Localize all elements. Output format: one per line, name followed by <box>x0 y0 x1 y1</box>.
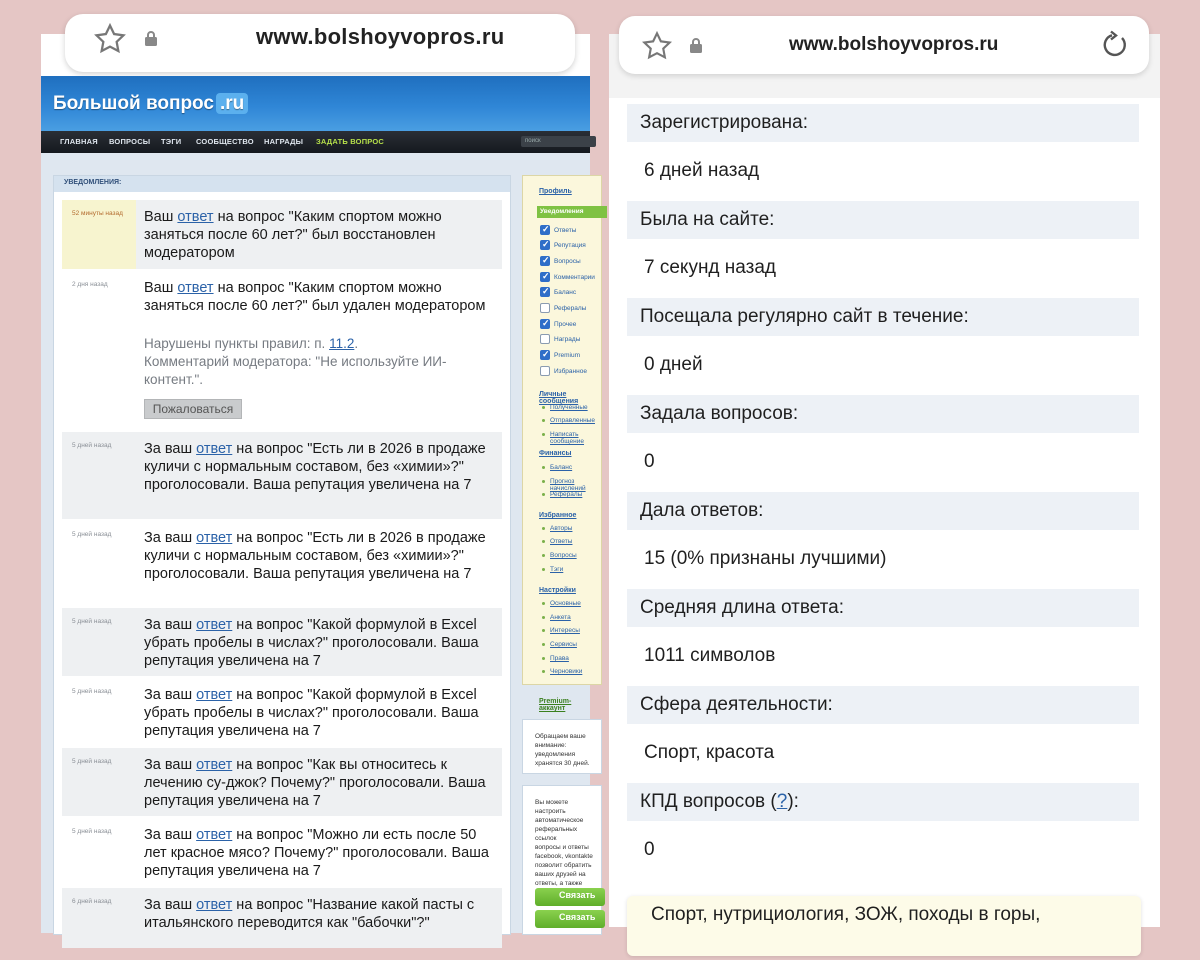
storage-notice: Обращаем ваше внимание: уведомления хранятся 30 дней. <box>522 719 602 774</box>
sidebar-link[interactable]: Рефералы <box>550 491 583 498</box>
stat-label: Задала вопросов: <box>627 395 1139 433</box>
site-search-input[interactable]: поиск <box>521 136 596 147</box>
notification-text: За ваш ответ на вопрос "Есть ли в 2026 в продаже куличи с нормальным составом, без «химии»?" проголосовали. Ваша репутация увеличена на 7 <box>144 530 486 582</box>
notification-time: 2 дня назад <box>72 281 108 288</box>
sidebar-link[interactable]: Вопросы <box>550 552 577 559</box>
notification-row <box>62 678 502 746</box>
sidebar-link[interactable]: Написать сообщение <box>550 431 585 445</box>
sidebar-profile-link[interactable]: Профиль <box>539 188 572 195</box>
browser-bar <box>41 24 590 74</box>
stat-value: 1011 символов <box>644 645 776 666</box>
filter-checkbox-other[interactable] <box>540 319 550 329</box>
referral-box: Вы можете настроить автоматическое реферальных ссылок вопросы и ответы facebook, vkontakte позволит обратить ваших друзей на ответы, а также Связать Связать <box>522 785 602 935</box>
notification-row <box>62 748 502 816</box>
sidebar-link[interactable]: Сервисы <box>550 641 577 648</box>
nav-tags[interactable]: ТЭГИ <box>161 137 182 146</box>
answer-link[interactable]: ответ <box>196 687 233 703</box>
sidebar-link[interactable]: Черновики <box>550 668 583 675</box>
notification-row <box>62 432 502 519</box>
filter-checkbox-referrals[interactable] <box>540 303 550 313</box>
filter-label: Ответы <box>554 227 577 234</box>
sidebar-notif-header[interactable]: Уведомления <box>537 206 607 218</box>
logo-text: Большой вопрос <box>53 93 214 114</box>
stat-label: Была на сайте: <box>627 201 1139 239</box>
notification-row <box>62 200 502 269</box>
notification-time: 52 минуты назад <box>72 210 123 217</box>
notification-time: 6 дней назад <box>72 898 112 905</box>
answer-link[interactable]: ответ <box>196 530 233 546</box>
nav-questions[interactable]: ВОПРОСЫ <box>109 137 151 146</box>
moderator-comment: Комментарий модератора: "Не используйте ИИ-контент.". <box>144 354 447 387</box>
complain-button[interactable]: Пожаловаться <box>144 399 242 419</box>
filter-checkbox-awards[interactable] <box>540 334 550 344</box>
stat-value: 6 дней назад <box>644 160 760 181</box>
lock-icon <box>143 30 159 46</box>
sidebar-section-title[interactable]: Личные сообщения <box>539 391 579 405</box>
notification-text: За ваш ответ на вопрос "Название какой пасты с итальянского переводится как "бабочки"?" <box>144 897 475 931</box>
sidebar-link[interactable]: Анкета <box>550 614 571 621</box>
sidebar-link[interactable]: Баланс <box>550 464 573 471</box>
notification-row <box>62 818 502 886</box>
filter-label: Комментарии <box>554 274 595 281</box>
stat-value: Спорт, красота <box>644 742 775 763</box>
filter-label: Баланс <box>554 289 577 296</box>
notification-time: 5 дней назад <box>72 618 112 625</box>
sidebar-section-title[interactable]: Настройки <box>539 587 576 594</box>
filter-checkbox-comments[interactable] <box>540 272 550 282</box>
notification-text: За ваш ответ на вопрос "Есть ли в 2026 в продаже куличи с нормальным составом, без «химии»?" проголосовали. Ваша репутация увеличена на 7 <box>144 441 486 493</box>
url-text[interactable]: www.bolshoyvopros.ru <box>256 24 505 49</box>
filter-checkbox-answers[interactable] <box>540 225 550 235</box>
filter-label: Избранное <box>554 368 587 375</box>
browser-bar <box>609 34 1160 98</box>
sidebar-link[interactable]: Прогноз начислений <box>550 478 586 492</box>
rules-violated: Нарушены пункты правил: п. 11.2. <box>144 336 359 351</box>
nav-ask-question[interactable]: ЗАДАТЬ ВОПРОС <box>316 137 385 146</box>
notification-row <box>62 271 502 427</box>
sidebar-link[interactable]: Отправленные <box>550 417 595 424</box>
right-screenshot <box>609 34 1160 927</box>
stat-value: 0 <box>644 451 655 472</box>
sidebar-link[interactable]: Основные <box>550 600 581 607</box>
left-screenshot <box>41 24 596 931</box>
notification-time: 5 дней назад <box>72 758 112 765</box>
site-header <box>41 76 590 131</box>
stat-label: Зарегистрирована: <box>627 104 1139 142</box>
nav-awards[interactable]: НАГРАДЫ <box>264 137 304 146</box>
nav-home[interactable]: ГЛАВНАЯ <box>60 137 98 146</box>
connect-button[interactable]: Связать <box>535 888 605 906</box>
bookmark-star-icon[interactable] <box>93 22 127 56</box>
answer-link[interactable]: ответ <box>196 897 233 913</box>
sidebar-section-title[interactable]: Избранное <box>539 512 577 519</box>
notification-text: Ваш ответ на вопрос "Каким спортом можно заняться после 60 лет?" был восстановлен модератором <box>144 209 442 261</box>
filter-checkbox-favorites[interactable] <box>540 366 550 376</box>
filter-checkbox-premium[interactable] <box>540 350 550 360</box>
notification-row <box>62 608 502 676</box>
stat-value: 0 дней <box>644 354 703 375</box>
notification-text: За ваш ответ на вопрос "Какой формулой в Excel убрать пробелы в числах?" проголосовали. Ваша репутация увеличена на 7 <box>144 617 479 669</box>
filter-checkbox-reputation[interactable] <box>540 240 550 250</box>
notification-text: За ваш ответ на вопрос "Можно ли есть после 50 лет красное мясо? Почему?" проголосовали. Ваша репутация увеличена на 7 <box>144 827 489 879</box>
notification-row <box>62 521 502 605</box>
filter-label: Вопросы <box>554 258 581 265</box>
reload-icon[interactable] <box>1100 30 1130 60</box>
sidebar-section-title[interactable]: Финансы <box>539 450 572 457</box>
sidebar-link[interactable]: Авторы <box>550 525 573 532</box>
notification-text: Ваш ответ на вопрос "Каким спортом можно заняться после 60 лет?" был удален модератором <box>144 280 486 314</box>
premium-account-link[interactable]: Premium-аккаунт <box>539 698 572 712</box>
bookmark-star-icon[interactable] <box>641 30 673 62</box>
connect-button[interactable]: Связать <box>535 910 605 928</box>
stat-label: Сфера деятельности: <box>627 686 1139 724</box>
notification-time: 5 дней назад <box>72 442 112 449</box>
answer-link[interactable]: ответ <box>177 280 214 296</box>
help-link[interactable]: ? <box>776 791 788 812</box>
filter-checkbox-questions[interactable] <box>540 256 550 266</box>
lock-icon <box>688 37 704 53</box>
answer-link[interactable]: ответ <box>196 757 233 773</box>
notifications-title: УВЕДОМЛЕНИЯ: <box>54 176 510 192</box>
filter-label: Репутация <box>554 242 586 249</box>
logo-ru: .ru <box>216 93 248 114</box>
sidebar-link[interactable]: Интересы <box>550 627 580 634</box>
notification-text: За ваш ответ на вопрос "Как вы относитесь к лечению су-джок? Почему?" проголосовали. Ваша репутация увеличена на 7 <box>144 757 486 809</box>
notification-row <box>62 888 502 948</box>
answer-link[interactable]: ответ <box>196 827 233 843</box>
page-body <box>41 153 596 933</box>
sidebar-link[interactable]: Полученные <box>550 404 588 411</box>
notifications-panel <box>53 175 511 935</box>
stat-label: КПД вопросов (?): <box>627 783 1139 821</box>
notification-time: 5 дней назад <box>72 688 112 695</box>
nav-community[interactable]: СООБЩЕСТВО <box>196 137 254 146</box>
notification-text: За ваш ответ на вопрос "Какой формулой в Excel убрать пробелы в числах?" проголосовали. Ваша репутация увеличена на 7 <box>144 687 479 739</box>
stat-label: Средняя длина ответа: <box>627 589 1139 627</box>
about-card: Спорт, нутрициология, ЗОЖ, походы в горы, <box>627 896 1141 956</box>
rule-link[interactable]: 11.2 <box>329 336 355 351</box>
notification-time: 5 дней назад <box>72 828 112 835</box>
stat-value: 15 (0% признаны лучшими) <box>644 548 887 569</box>
answer-link[interactable]: ответ <box>177 209 214 225</box>
sidebar-link[interactable]: Тэги <box>550 566 564 573</box>
filter-label: Награды <box>554 336 581 343</box>
filter-checkbox-balance[interactable] <box>540 287 550 297</box>
filter-label: Premium <box>554 352 581 359</box>
sidebar-link[interactable]: Права <box>550 655 569 662</box>
filter-label: Рефералы <box>554 305 587 312</box>
stat-value: 0 <box>644 839 655 860</box>
stat-label: Посещала регулярно сайт в течение: <box>627 298 1139 336</box>
stat-value: 7 секунд назад <box>644 257 777 278</box>
answer-link[interactable]: ответ <box>196 617 233 633</box>
url-text[interactable]: www.bolshoyvopros.ru <box>789 34 999 55</box>
filter-label: Прочее <box>554 321 577 328</box>
top-nav <box>41 131 590 153</box>
sidebar-link[interactable]: Ответы <box>550 538 573 545</box>
notification-time: 5 дней назад <box>72 531 112 538</box>
profile-sidebar <box>522 175 602 685</box>
stat-label: Дала ответов: <box>627 492 1139 530</box>
site-logo[interactable] <box>53 93 248 115</box>
answer-link[interactable]: ответ <box>196 441 233 457</box>
